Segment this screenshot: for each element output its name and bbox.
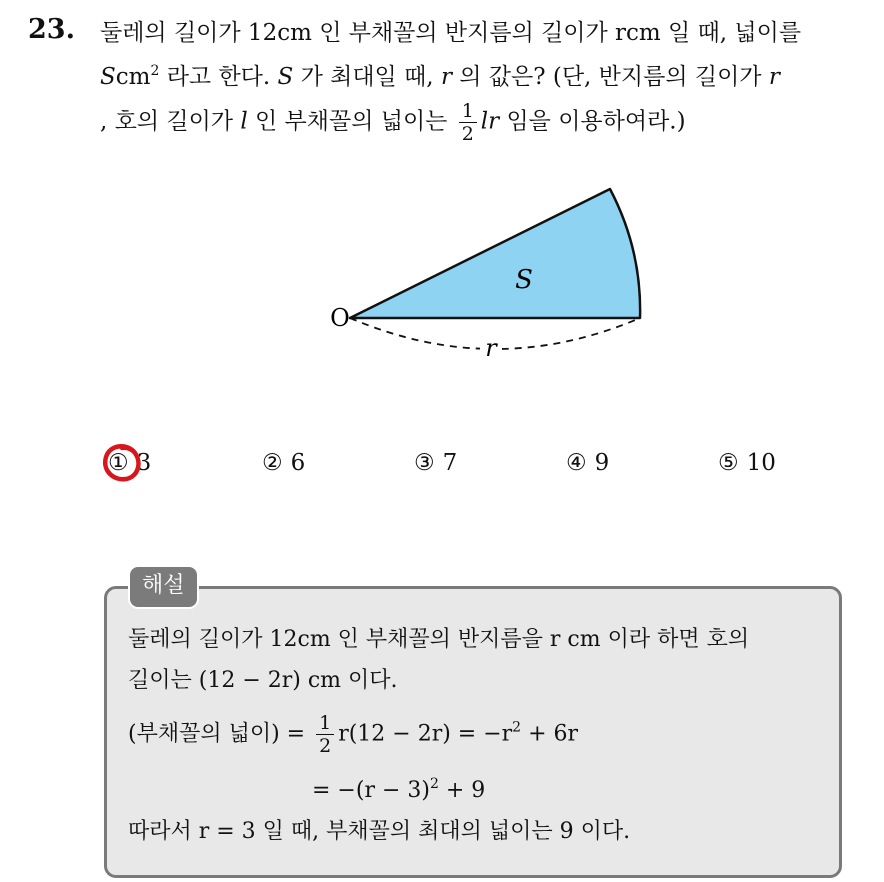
question-text-a: 라고 한다.	[159, 64, 278, 90]
solution-constant: + 9	[438, 778, 486, 803]
fraction-denominator: 2	[461, 123, 474, 145]
center-label: O	[330, 304, 350, 332]
solution-area-label: (부채꼴의 넓이) =	[128, 721, 313, 747]
question-text-c: 의 값은? (단, 반지름의 길이가	[451, 64, 769, 90]
choice-1-value: 3	[136, 450, 152, 476]
question-text-e: 인 부채꼴의 넓이는	[247, 108, 455, 135]
choice-2[interactable]	[262, 450, 305, 476]
answer-mark	[102, 441, 142, 483]
choice-4-number: ④	[566, 450, 587, 476]
choice-5-value: 10	[746, 450, 776, 476]
question-line-2	[100, 58, 780, 91]
choice-2-number: ②	[262, 450, 283, 476]
solution-line-3	[128, 712, 578, 757]
choice-3[interactable]	[414, 450, 457, 476]
choice-3-number: ③	[414, 450, 435, 476]
solution-exponent-2: 2	[429, 776, 439, 792]
question-text-b: 가 최대일 때,	[293, 64, 441, 90]
solution-completed-square: = −(r − 3)	[312, 778, 430, 803]
solution-line-5: 따라서 r = 3 일 때, 부채꼴의 최대의 넓이는 9 이다.	[128, 819, 631, 844]
question-text-d: , 호의 길이가	[100, 108, 241, 135]
radius-symbol-2: r	[768, 64, 780, 90]
sector-shape	[350, 189, 640, 318]
choice-4[interactable]	[566, 450, 609, 476]
radius-label: r	[485, 334, 497, 362]
lr-symbol: lr	[480, 108, 500, 135]
choice-4-value: 9	[594, 450, 610, 476]
radius-symbol: r	[440, 64, 452, 90]
question-text-f: 임을 이용하여라.)	[499, 108, 686, 135]
solution-expansion-tail: + 6r	[521, 721, 579, 747]
arc-symbol: l	[240, 108, 248, 135]
choice-5-number: ⑤	[718, 450, 739, 476]
sector-figure	[310, 180, 670, 380]
solution-fraction	[316, 712, 334, 757]
solution-tag: 해설	[128, 565, 199, 609]
solution-line-1: 둘레의 길이가 12cm 인 부채꼴의 반지름을 r cm 이라 하면 호의	[128, 627, 750, 652]
half-fraction	[459, 100, 477, 145]
solution-exponent-1: 2	[512, 719, 522, 736]
fraction-numerator: 1	[459, 100, 477, 123]
solution-expansion: r(12 − 2r) = −r	[338, 721, 513, 747]
area-symbol: S	[100, 64, 116, 90]
unit-cm: cm	[115, 64, 151, 90]
solution-line-2: 길이는 (12 − 2r) cm 이다.	[128, 668, 398, 693]
question-number: 23.	[28, 14, 75, 45]
choice-5[interactable]	[718, 450, 776, 476]
choice-3-value: 7	[442, 450, 458, 476]
choice-2-value: 6	[290, 450, 306, 476]
solution-fraction-numerator: 1	[316, 712, 334, 735]
solution-fraction-denominator: 2	[319, 735, 332, 757]
choice-1-number: ①	[108, 450, 129, 476]
area-label: S	[515, 265, 533, 295]
unit-exponent: 2	[150, 63, 160, 79]
question-line-3	[100, 100, 686, 145]
question-line-1: 둘레의 길이가 12cm 인 부채꼴의 반지름의 길이가 rcm 일 때, 넓이를	[100, 20, 802, 46]
solution-line-4	[312, 776, 485, 803]
area-symbol-2: S	[277, 64, 294, 90]
